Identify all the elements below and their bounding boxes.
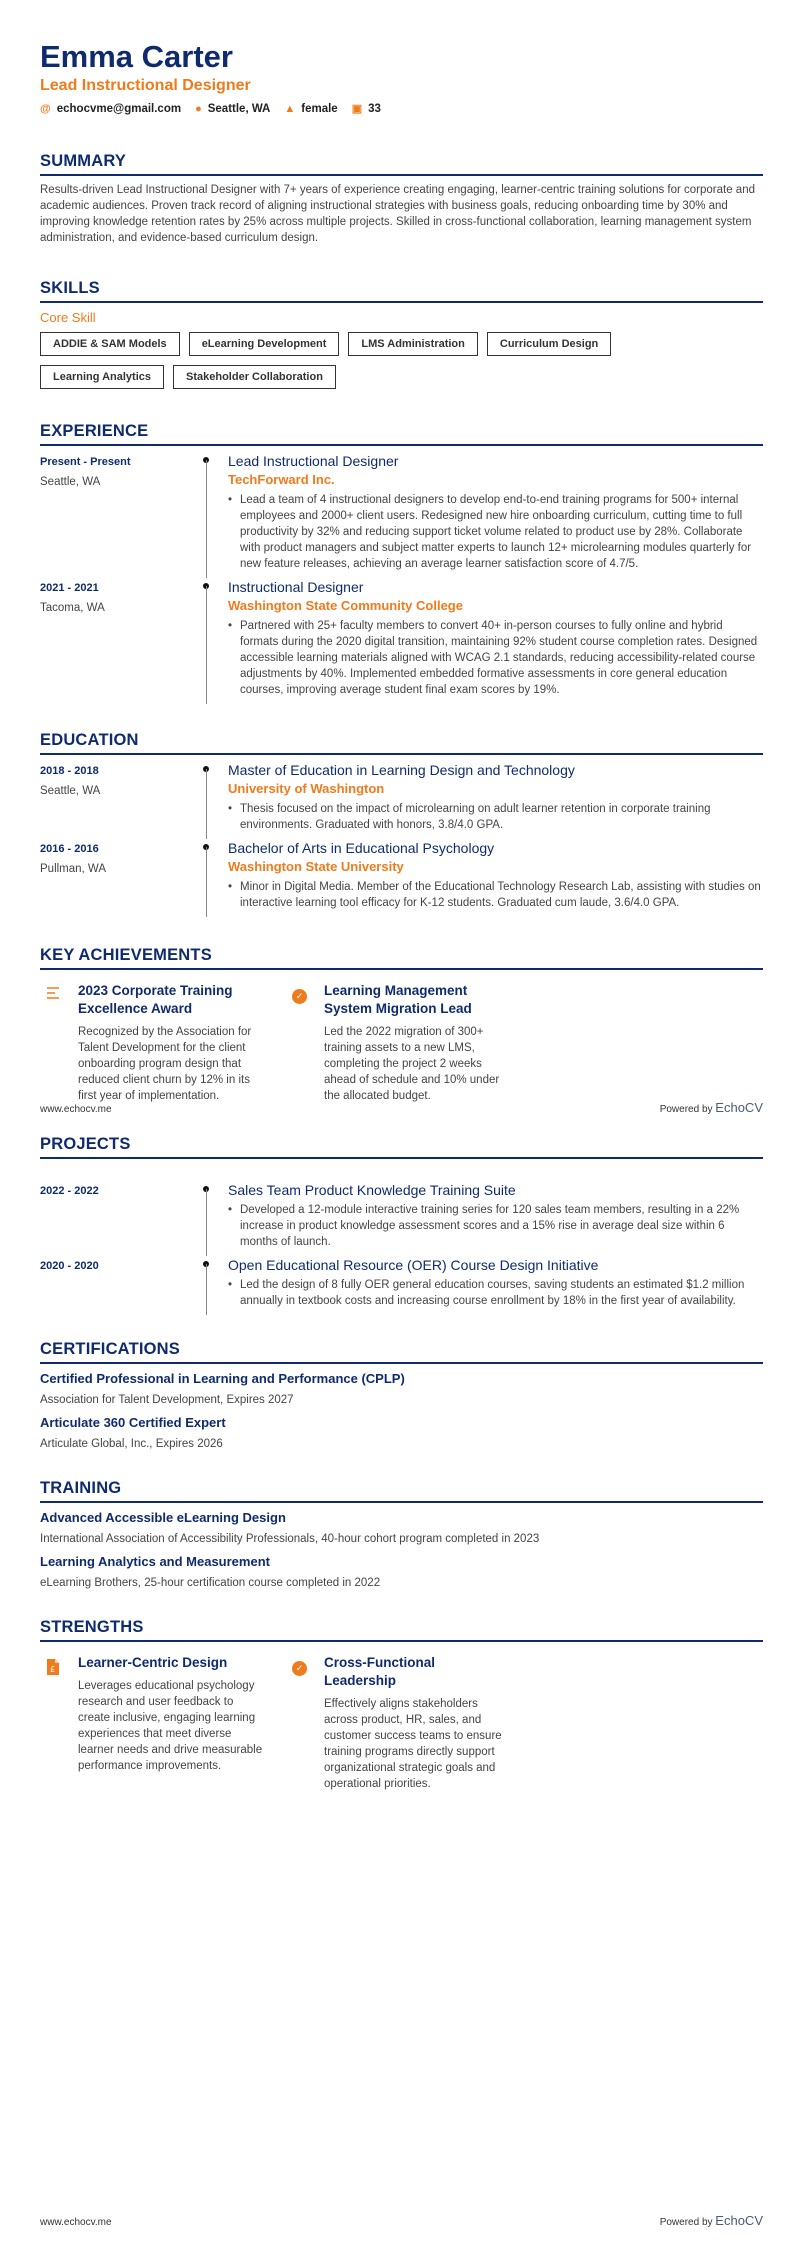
card-title: Learner-Centric Design xyxy=(78,1655,228,1670)
person-icon: ▲ xyxy=(284,102,296,115)
entry-title: Master of Education in Learning Design and Technology xyxy=(228,762,575,778)
timeline-line xyxy=(206,460,207,578)
card-description: Leverages educational psychology research and user feedback to create inclusive, engaging learning experiences that meet diverse learner needs and drive measurable performance improvements. xyxy=(78,1680,263,1772)
entry-organization: University of Washington xyxy=(228,781,385,796)
certifications-item xyxy=(40,1370,763,1408)
strength-cards xyxy=(40,1654,763,1792)
timeline-marker xyxy=(200,839,228,917)
entry-date: 2016 - 2016 xyxy=(40,843,99,855)
entry-bullet: • Lead a team of 4 instructional designers to develop end-to-end training programs for 500+ internal employees and 2000+ client users. Redesigned new hire onboarding curriculum, cutting time to full productivity by 32% and reducing support ticket volume related to product use by 28%. Collaborate with product managers and subject matter experts to launch 12+ microlearning modules quarterly for new feature releases, achieving an average learner satisfaction score of 4.7/5. xyxy=(228,492,763,578)
skill-chip: ADDIE & SAM Models xyxy=(40,332,180,356)
entry-meta xyxy=(40,761,200,839)
entry-bullet: • Thesis focused on the impact of microlearning on adult learner retention in corporate training environments. Graduated with honors, 3.8/4.0 GPA. xyxy=(228,801,763,839)
entry-location: Pullman, WA xyxy=(40,863,107,875)
card-description: Effectively aligns stakeholders across product, HR, sales, and customer success teams to ensure training programs directly support organizational strategic goals and operational priorities. xyxy=(324,1698,502,1790)
card-description: Recognized by the Association for Talent Development for the client onboarding program design that reduced client churn by 12% in its first year of implementation. xyxy=(78,1026,252,1102)
section-heading: EDUCATION xyxy=(40,730,763,755)
project-list xyxy=(40,1181,763,1315)
timeline-line xyxy=(206,1264,207,1315)
timeline-entry xyxy=(40,839,763,917)
timeline-marker xyxy=(200,452,228,578)
item-title: Advanced Accessible eLearning Design xyxy=(40,1510,286,1525)
timeline-line xyxy=(206,769,207,839)
skill-chip: Stakeholder Collaboration xyxy=(173,365,336,389)
achievement-card xyxy=(46,982,292,1104)
summary-section xyxy=(40,151,763,246)
location: Seattle, WA xyxy=(207,102,271,115)
timeline-entry xyxy=(40,1181,763,1256)
item-subtitle: Association for Talent Development, Expires 2027 xyxy=(40,1394,294,1406)
at-icon: @ xyxy=(40,102,51,115)
timeline-marker xyxy=(200,578,228,704)
strength-card xyxy=(46,1654,292,1792)
age: 33 xyxy=(368,102,381,115)
timeline-line xyxy=(206,847,207,917)
education-list xyxy=(40,761,763,917)
training-section xyxy=(40,1478,763,1591)
entry-bullet: • Minor in Digital Media. Member of the Educational Technology Research Lab, assisting with studies on interactive learning tool efficacy for K-12 students. Graduated cum laude, 3.6/4.0 GPA. xyxy=(228,879,763,917)
section-heading: STRENGTHS xyxy=(40,1617,763,1642)
entry-content xyxy=(228,1256,763,1315)
entry-content xyxy=(228,578,763,704)
entry-organization: Washington State University xyxy=(228,859,404,874)
timeline-marker xyxy=(200,1181,228,1256)
training-item xyxy=(40,1509,763,1547)
certifications-item xyxy=(40,1414,763,1452)
entry-bullet: • Partnered with 25+ faculty members to convert 40+ in-person courses to fully online and hybrid formats during the 2020 digital transition, maintaining 92% student course completion rates. Designed accessible learning materials aligned with WCAG 2.1 standards, reducing accessibility-related course adjustments by 40%. Implemented embedded formative assessments in core general education courses, improving average student final exam scores by 19%. xyxy=(228,618,763,704)
name: Emma Carter xyxy=(40,39,233,74)
timeline-marker xyxy=(200,761,228,839)
skills-section xyxy=(40,278,763,389)
item-title: Learning Analytics and Measurement xyxy=(40,1554,270,1569)
experience-list xyxy=(40,452,763,704)
timeline-line xyxy=(206,586,207,704)
footer-url[interactable]: www.echocv.me xyxy=(40,2217,112,2228)
training-item xyxy=(40,1553,763,1591)
entry-title: Instructional Designer xyxy=(228,579,364,595)
certification-list xyxy=(40,1370,763,1452)
item-title: Articulate 360 Certified Expert xyxy=(40,1415,226,1430)
entry-content xyxy=(228,452,763,578)
certifications-section xyxy=(40,1339,763,1452)
item-subtitle: Articulate Global, Inc., Expires 2026 xyxy=(40,1438,223,1450)
check-circle-icon: ✓ xyxy=(292,1654,324,1792)
item-subtitle: International Association of Accessibility Professionals, 40-hour cohort program completed in 2023 xyxy=(40,1533,540,1545)
card-title: 2023 Corporate Training Excellence Award xyxy=(78,983,233,1016)
page-footer xyxy=(40,2213,763,2228)
entry-title: Bachelor of Arts in Educational Psychology xyxy=(228,840,495,856)
entry-meta xyxy=(40,1256,200,1315)
item-title: Certified Professional in Learning and Performance (CPLP) xyxy=(40,1371,405,1386)
footer-url[interactable]: www.echocv.me xyxy=(40,1104,112,1115)
card-title: Cross-Functional Leadership xyxy=(324,1655,436,1688)
check-circle-icon: ✓ xyxy=(292,982,324,1104)
entry-title: Lead Instructional Designer xyxy=(228,453,399,469)
entry-date: 2021 - 2021 xyxy=(40,582,99,594)
timeline-entry xyxy=(40,578,763,704)
entry-content xyxy=(228,1181,763,1256)
card-text xyxy=(324,982,510,1104)
achievements-section xyxy=(40,945,763,1104)
gender: female xyxy=(301,102,338,115)
entry-organization: TechForward Inc. xyxy=(228,472,335,487)
summary-text: Results-driven Lead Instructional Designer with 7+ years of experience creating engaging, learner-centric training solutions for corporate and academic audiences. Proven track record of aligning instructional strategies with business goals, reducing onboarding time by 30% and improving knowledge retention rates by 25% across multiple projects. Skilled in cross-functional collaboration, learning management system administration, and evidence-based curriculum design. xyxy=(40,184,755,244)
skill-chips xyxy=(40,332,640,389)
contact-info xyxy=(40,102,763,115)
entry-title: Open Educational Resource (OER) Course Design Initiative xyxy=(228,1257,599,1273)
brand-logo[interactable]: EchoCV xyxy=(715,2213,763,2228)
timeline-entry xyxy=(40,452,763,578)
svg-text:£: £ xyxy=(50,1665,56,1674)
section-heading: SUMMARY xyxy=(40,151,763,176)
card-text xyxy=(78,982,264,1104)
document-icon xyxy=(46,1654,78,1792)
section-heading: CERTIFICATIONS xyxy=(40,1339,763,1364)
location-pin-icon: ● xyxy=(195,102,202,115)
entry-location: Seattle, WA xyxy=(40,476,101,488)
card-title: Learning Management System Migration Lead xyxy=(324,983,472,1016)
powered-by: Powered by EchoCV xyxy=(659,2213,763,2228)
entry-bullet: • Led the design of 8 fully OER general education courses, saving students an estimated $1.2 million annually in textbook costs and increasing course enrollment by 18% in the first year of availability. xyxy=(228,1277,763,1315)
timeline-line xyxy=(206,1189,207,1256)
achievement-card xyxy=(292,982,538,1104)
card-text xyxy=(324,1654,510,1792)
item-subtitle: eLearning Brothers, 25-hour certification course completed in 2022 xyxy=(40,1577,381,1589)
section-heading: KEY ACHIEVEMENTS xyxy=(40,945,763,970)
entry-date: 2020 - 2020 xyxy=(40,1260,99,1272)
entry-meta xyxy=(40,452,200,578)
entry-organization: Washington State Community College xyxy=(228,598,463,613)
skill-chip: Learning Analytics xyxy=(40,365,164,389)
entry-meta xyxy=(40,578,200,704)
page-footer xyxy=(40,1100,763,1115)
entry-meta xyxy=(40,839,200,917)
section-heading: EXPERIENCE xyxy=(40,421,763,446)
entry-location: Tacoma, WA xyxy=(40,602,105,614)
training-list xyxy=(40,1509,763,1591)
entry-content xyxy=(228,839,763,917)
skill-group-label: Core Skill xyxy=(40,310,96,325)
achievement-cards xyxy=(40,982,763,1104)
entry-date: 2022 - 2022 xyxy=(40,1185,99,1197)
experience-section xyxy=(40,421,763,704)
entry-date: 2018 - 2018 xyxy=(40,765,99,777)
section-heading: PROJECTS xyxy=(40,1134,763,1159)
section-heading: TRAINING xyxy=(40,1478,763,1503)
email[interactable]: echocvme@gmail.com xyxy=(56,102,182,115)
education-section xyxy=(40,730,763,917)
strength-card xyxy=(292,1654,538,1792)
entry-content xyxy=(228,761,763,839)
timeline-marker xyxy=(200,1256,228,1315)
job-title: Lead Instructional Designer xyxy=(40,77,251,94)
timeline-entry xyxy=(40,761,763,839)
section-heading: SKILLS xyxy=(40,278,763,303)
timeline-entry xyxy=(40,1256,763,1315)
entry-bullet: • Developed a 12-module interactive training series for 120 sales team members, resulting in a 22% increase in product knowledge assessment scores and a 15% rise in average deal size within 6 months of launch. xyxy=(228,1202,763,1256)
list-icon xyxy=(46,982,78,1104)
brand-logo[interactable]: EchoCV xyxy=(715,1100,763,1115)
skill-chip: Curriculum Design xyxy=(487,332,611,356)
entry-date: Present - Present xyxy=(40,456,131,468)
skill-chip: LMS Administration xyxy=(348,332,477,356)
entry-title: Sales Team Product Knowledge Training Suite xyxy=(228,1182,516,1198)
card-text xyxy=(78,1654,264,1792)
entry-meta xyxy=(40,1181,200,1256)
strengths-section xyxy=(40,1617,763,1792)
calendar-icon: ▣ xyxy=(351,103,363,115)
card-description: Led the 2022 migration of 300+ training assets to a new LMS, completing the project 2 weeks ahead of schedule and 10% under the allocated budget. xyxy=(324,1026,500,1102)
page-2 xyxy=(0,1123,794,2246)
powered-by: Powered by EchoCV xyxy=(659,1100,763,1115)
entry-location: Seattle, WA xyxy=(40,785,101,797)
skill-chip: eLearning Development xyxy=(189,332,340,356)
